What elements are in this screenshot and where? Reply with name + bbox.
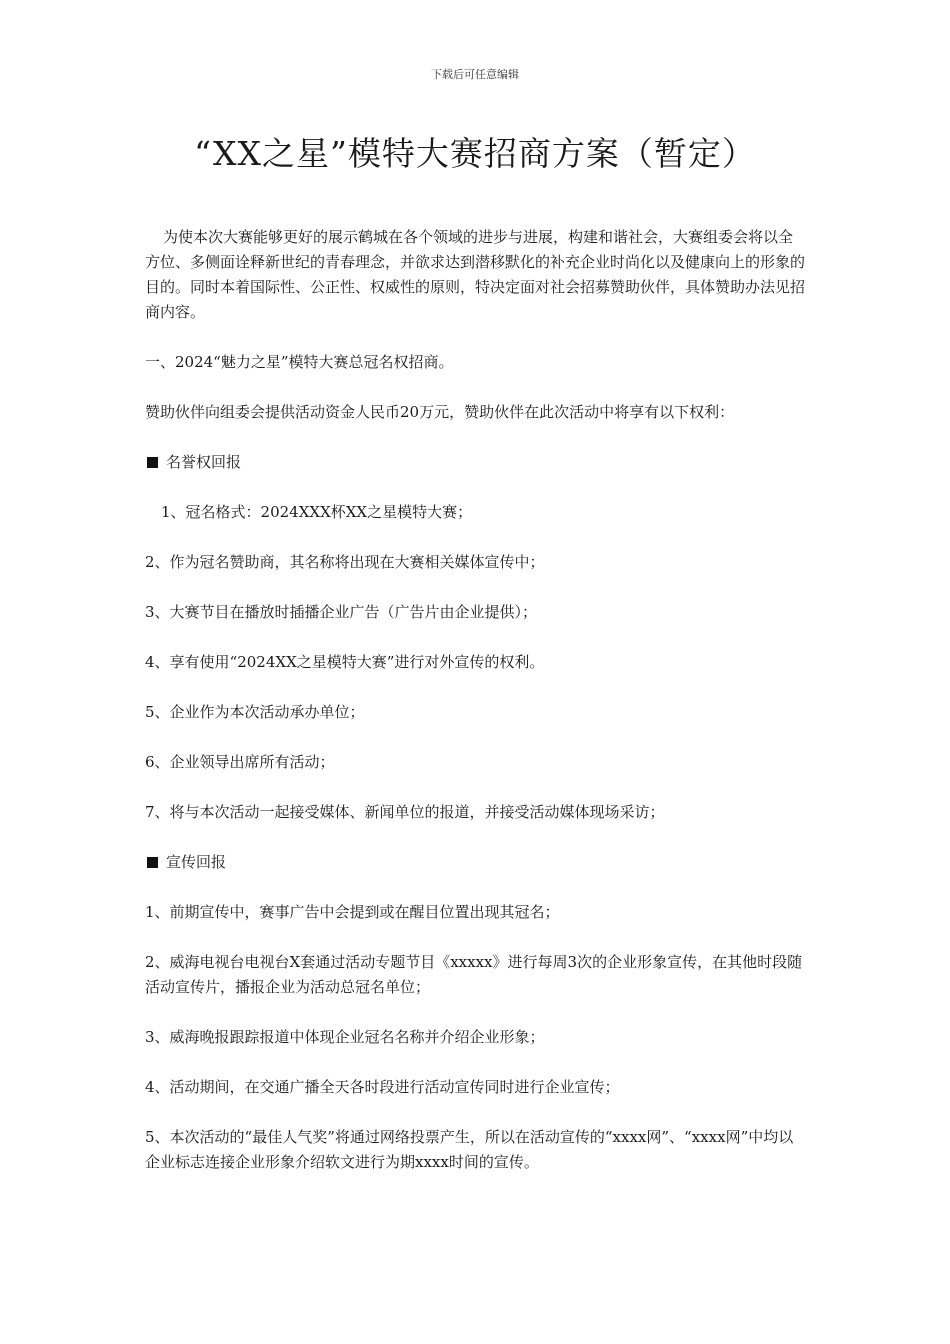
square-bullet-icon: [147, 457, 158, 468]
page-header: 下载后可任意编辑: [431, 68, 519, 81]
document-title: “XX之星”模特大赛招商方案（暂定）: [194, 134, 756, 173]
list-item: 2、威海电视台电视台X套通过活动专题节目《xxxxx》进行每周3次的企业形象宣传，在其他时段随活动宣传片，播报企业为活动总冠名单位；: [145, 953, 803, 996]
sponsor-paragraph: 赞助伙伴向组委会提供活动资金人民币20万元，赞助伙伴在此次活动中将享有以下权利：: [145, 403, 735, 421]
list-item: 3、威海晚报跟踪报道中体现企业冠名名称并介绍企业形象；: [145, 1028, 545, 1046]
list-item: 5、本次活动的“最佳人气奖”将通过网络投票产生，所以在活动宣传的“xxxx网”、“xxxx网”中均以企业标志连接企业形象介绍软文进行为期xxxx时间的宣传。: [145, 1128, 794, 1171]
list-item: 4、享有使用“2024XX之星模特大赛”进行对外宣传的权利。: [145, 653, 545, 671]
list-item: 1、冠名格式：2024XXX杯XX之星模特大赛；: [161, 503, 473, 521]
list-item: 4、活动期间，在交通广播全天各时段进行活动宣传同时进行企业宣传；: [145, 1078, 620, 1096]
document-body: [145, 225, 805, 1175]
list-item: 2、作为冠名赞助商，其名称将出现在大赛相关媒体宣传中；: [145, 553, 545, 571]
intro-paragraph: 为使本次大赛能够更好的展示鹤城在各个领域的进步与进展，构建和谐社会，大赛组委会将以全方位、多侧面诠释新世纪的青春理念，并欲求达到潜移默化的补充企业时尚化以及健康向上的形象的目的。同时本着国际性、公正性、权威性的原则，特决定面对社会招募赞助伙伴，具体赞助办法见招商内容。: [145, 228, 806, 321]
square-bullet-icon: [147, 857, 158, 868]
section-heading: 一、2024“魅力之星”模特大赛总冠名权招商。: [145, 353, 454, 371]
list-item: 1、前期宣传中，赛事广告中会提到或在醒目位置出现其冠名；: [145, 903, 560, 921]
promo-heading: [145, 850, 805, 875]
honor-heading: [145, 450, 805, 475]
list-item: 7、将与本次活动一起接受媒体、新闻单位的报道，并接受活动媒体现场采访；: [145, 803, 665, 821]
list-item: 5、企业作为本次活动承办单位；: [145, 703, 365, 721]
honor-heading-label: 名誉权回报: [166, 453, 242, 471]
list-item: 3、大赛节目在播放时插播企业广告（广告片由企业提供）；: [145, 603, 538, 621]
list-item: 6、企业领导出席所有活动；: [145, 753, 335, 771]
promo-heading-label: 宣传回报: [166, 853, 227, 871]
